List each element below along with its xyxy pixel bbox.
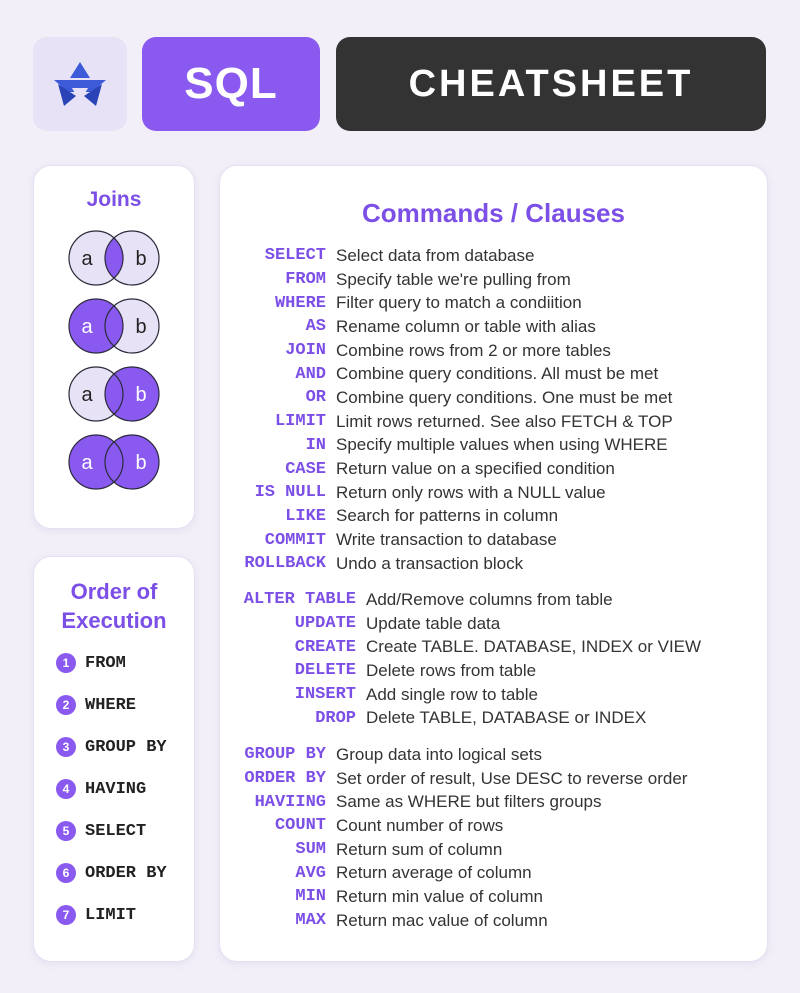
venn-label-b: b <box>135 384 147 406</box>
command-row <box>220 410 767 434</box>
command-keyword: UPDATE <box>294 614 356 634</box>
command-keyword: CASE <box>285 459 326 479</box>
command-description: Delete rows from table <box>366 660 537 680</box>
sql-title-box <box>142 37 320 131</box>
command-description: Specify multiple values when using WHERE <box>336 435 668 455</box>
order-title <box>34 577 194 635</box>
command-description: Update table data <box>366 613 501 633</box>
order-of-execution-card <box>33 556 195 962</box>
command-group <box>220 244 767 576</box>
venn-label-a: a <box>81 452 93 474</box>
command-row <box>220 814 767 838</box>
order-title-line2: Execution <box>61 608 167 633</box>
command-row <box>220 706 767 730</box>
command-description: Return mac value of column <box>336 910 548 930</box>
command-description: Delete TABLE, DATABASE or INDEX <box>366 708 647 728</box>
commands-title: Commands / Clauses <box>362 198 625 228</box>
order-item <box>56 768 167 810</box>
command-description: Specify table we're pulling from <box>336 269 571 289</box>
command-description: Return value on a specified condition <box>336 459 615 479</box>
joins-title: Joins <box>86 188 142 211</box>
command-keyword: SELECT <box>264 246 326 266</box>
command-keyword: OR <box>305 388 326 408</box>
command-description: Add single row to table <box>366 684 538 704</box>
command-description: Combine rows from 2 or more tables <box>336 340 611 360</box>
command-keyword: HAVIING <box>254 792 326 812</box>
venn-label-b: b <box>135 248 147 270</box>
command-row <box>220 767 767 791</box>
commands-card <box>219 165 768 962</box>
order-item <box>56 810 167 852</box>
command-description: Return sum of column <box>336 839 503 859</box>
venn-diagram <box>34 296 194 356</box>
order-item <box>56 642 167 684</box>
command-keyword: CREATE <box>294 637 356 657</box>
command-description: Rename column or table with alias <box>336 316 596 336</box>
command-description: Combine query conditions. All must be met <box>336 364 659 384</box>
command-description: Count number of rows <box>336 815 504 835</box>
command-row <box>220 339 767 363</box>
command-row <box>220 244 767 268</box>
command-keyword: AVG <box>295 863 326 883</box>
command-group <box>220 743 767 933</box>
step-number-badge: 7 <box>56 905 76 925</box>
venn-diagram <box>34 364 194 424</box>
command-keyword: LIMIT <box>274 412 326 432</box>
command-keyword: INSERT <box>294 685 356 705</box>
venn-label-b: b <box>135 316 147 338</box>
command-description: Return min value of column <box>336 886 543 906</box>
sql-label: SQL <box>184 59 278 108</box>
venn-diagram <box>34 228 194 288</box>
command-keyword: AND <box>295 364 326 384</box>
step-keyword: ORDER BY <box>85 863 167 883</box>
command-description: Set order of result, Use DESC to reverse order <box>336 768 688 788</box>
command-row <box>220 612 767 636</box>
command-row <box>220 588 767 612</box>
command-row <box>220 268 767 292</box>
venn-label-a: a <box>81 248 93 270</box>
command-keyword: DROP <box>315 708 356 728</box>
command-row <box>220 885 767 909</box>
command-description: Combine query conditions. One must be met <box>336 387 673 407</box>
cheatsheet-label: CHEATSHEET <box>408 62 694 105</box>
command-description: Limit rows returned. See also FETCH & TOP <box>336 411 673 431</box>
command-row <box>220 457 767 481</box>
command-row <box>220 743 767 767</box>
command-row <box>220 386 767 410</box>
command-keyword: ORDER BY <box>244 769 326 789</box>
command-row <box>220 528 767 552</box>
order-title-line1: Order of <box>70 579 158 604</box>
command-row <box>220 659 767 683</box>
command-description: Undo a transaction block <box>336 553 524 573</box>
command-keyword: COMMIT <box>264 530 326 550</box>
command-description: Add/Remove columns from table <box>366 589 613 609</box>
joins-card <box>33 165 195 529</box>
command-description: Same as WHERE but filters groups <box>336 792 602 812</box>
command-keyword: WHERE <box>274 293 326 313</box>
order-item <box>56 684 167 726</box>
venn-diagram <box>34 432 194 492</box>
venn-label-a: a <box>81 384 93 406</box>
command-description: Create TABLE. DATABASE, INDEX or VIEW <box>366 637 702 657</box>
step-keyword: LIMIT <box>85 905 137 925</box>
command-description: Select data from database <box>336 245 535 265</box>
venn-label-b: b <box>135 452 147 474</box>
order-item <box>56 894 167 936</box>
cheatsheet-title-box <box>336 37 766 131</box>
order-list <box>56 642 167 936</box>
command-keyword: SUM <box>295 840 326 860</box>
command-row <box>220 434 767 458</box>
step-keyword: SELECT <box>85 821 147 841</box>
step-keyword: FROM <box>85 653 126 673</box>
command-keyword: ALTER TABLE <box>243 590 356 610</box>
command-row <box>220 635 767 659</box>
command-row <box>220 909 767 933</box>
step-number-badge: 2 <box>56 695 76 715</box>
command-description: Search for patterns in column <box>336 506 559 526</box>
command-row <box>220 861 767 885</box>
command-keyword: FROM <box>285 270 326 290</box>
command-keyword: AS <box>305 317 326 337</box>
command-keyword: ROLLBACK <box>244 554 326 574</box>
command-description: Return only rows with a NULL value <box>336 482 606 502</box>
command-keyword: GROUP BY <box>244 745 326 765</box>
command-row <box>220 291 767 315</box>
command-keyword: IN <box>305 435 326 455</box>
command-row <box>220 552 767 576</box>
command-keyword: IS NULL <box>254 483 326 503</box>
step-number-badge: 4 <box>56 779 76 799</box>
command-row <box>220 683 767 707</box>
command-description: Write transaction to database <box>336 530 557 550</box>
command-keyword: LIKE <box>285 506 326 526</box>
command-description: Filter query to match a condiition <box>336 293 582 313</box>
order-item <box>56 852 167 894</box>
step-keyword: HAVING <box>85 779 147 799</box>
command-row <box>220 838 767 862</box>
command-keyword: MAX <box>295 911 326 931</box>
command-description: Group data into logical sets <box>336 744 543 764</box>
logo-box <box>33 37 127 131</box>
command-group <box>220 588 767 730</box>
triangle-star-logo-icon <box>50 58 110 110</box>
venn-label-a: a <box>81 316 93 338</box>
command-keyword: DELETE <box>294 661 356 681</box>
command-keyword: COUNT <box>274 816 326 836</box>
order-item <box>56 726 167 768</box>
step-keyword: GROUP BY <box>85 737 167 757</box>
command-description: Return average of column <box>336 863 532 883</box>
command-row <box>220 315 767 339</box>
step-number-badge: 6 <box>56 863 76 883</box>
command-row <box>220 481 767 505</box>
command-row <box>220 505 767 529</box>
command-row <box>220 362 767 386</box>
command-row <box>220 790 767 814</box>
command-keyword: MIN <box>295 887 326 907</box>
command-keyword: JOIN <box>285 341 326 361</box>
step-number-badge: 5 <box>56 821 76 841</box>
step-keyword: WHERE <box>85 695 137 715</box>
step-number-badge: 1 <box>56 653 76 673</box>
step-number-badge: 3 <box>56 737 76 757</box>
